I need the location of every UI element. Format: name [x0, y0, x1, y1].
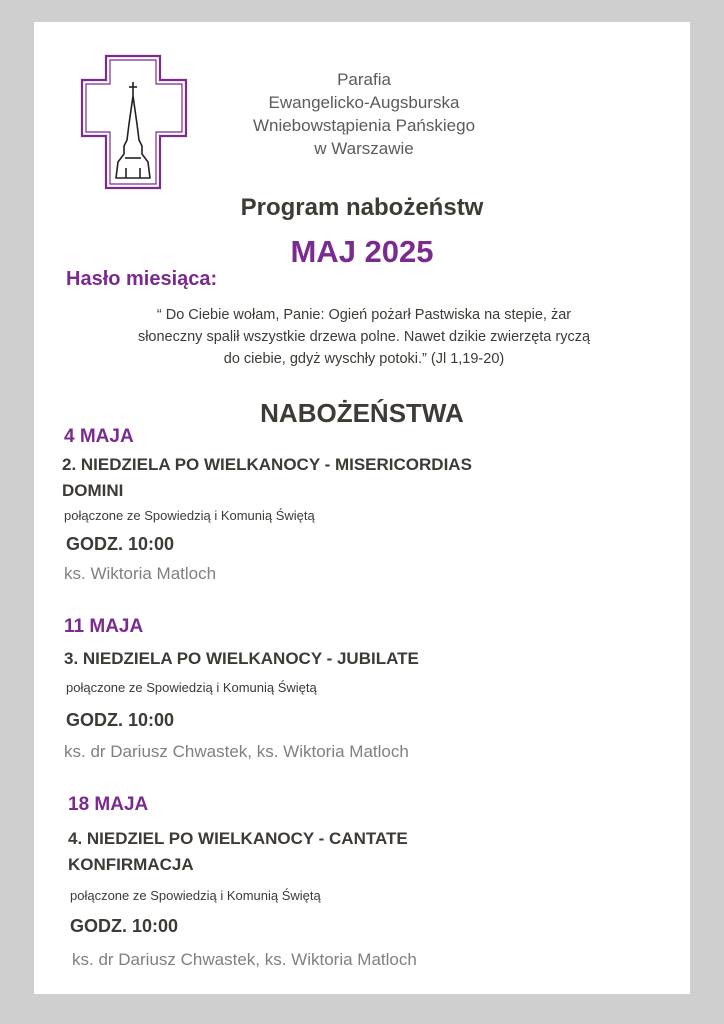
month-title: MAJ 2025 [290, 234, 434, 269]
services-title: NABOŻEŃSTWA [260, 398, 464, 428]
service-time: GODZ. 10:00 [66, 710, 175, 730]
service-priest: ks. dr Dariusz Chwastek, ks. Wiktoria Matloch [72, 950, 417, 969]
service-note: połączone ze Spowiedzią i Komunią Świętą [70, 888, 321, 903]
service-priest: ks. dr Dariusz Chwastek, ks. Wiktoria Matloch [64, 742, 409, 761]
parish-line: w Warszawie [314, 139, 414, 158]
motto-label: Hasło miesiąca: [66, 268, 218, 290]
parish-line: Parafia [337, 70, 391, 89]
parish-line: Ewangelicko-Augsburska [268, 93, 460, 112]
service-note: połączone ze Spowiedzią i Komunią Świętą [64, 508, 315, 523]
motto-quote [64, 304, 664, 370]
service-priest: ks. Wiktoria Matloch [64, 564, 217, 583]
service-time: GODZ. 10:00 [66, 534, 175, 554]
service-name [62, 452, 622, 504]
service-date: 11 MAJA [64, 616, 144, 637]
service-name-line: DOMINI [62, 481, 124, 500]
service-name [68, 826, 628, 878]
service-note: połączone ze Spowiedzią i Komunią Świętą [66, 680, 317, 695]
parish-line: Wniebowstąpienia Pańskiego [252, 116, 476, 135]
parish-name [214, 68, 514, 160]
quote-line: “ Do Ciebie wołam, Panie: Ogień pożarł Pastwiska na stepie, żar [156, 307, 572, 323]
service-name-line: 4. NIEDZIEL PO WIELKANOCY - CANTATE [68, 829, 408, 848]
flyer-sheet [34, 22, 690, 994]
service-name [64, 646, 624, 672]
quote-line: do ciebie, gdyż wyschły potoki.” (Jl 1,19-20) [223, 351, 505, 367]
service-name-line: 2. NIEDZIELA PO WIELKANOCY - MISERICORDIAS [62, 455, 472, 474]
quote-line: słoneczny spalił wszystkie drzewa polne. Nawet dzikie zwierzęta ryczą [137, 329, 591, 345]
service-time: GODZ. 10:00 [70, 916, 179, 936]
service-date: 18 MAJA [68, 794, 149, 815]
program-title: Program nabożeństw [240, 194, 484, 221]
service-name-line: 3. NIEDZIELA PO WIELKANOCY - JUBILATE [64, 649, 419, 668]
cross-with-church-icon [80, 54, 190, 190]
service-name-line: KONFIRMACJA [68, 855, 194, 874]
service-date: 4 MAJA [64, 426, 134, 447]
